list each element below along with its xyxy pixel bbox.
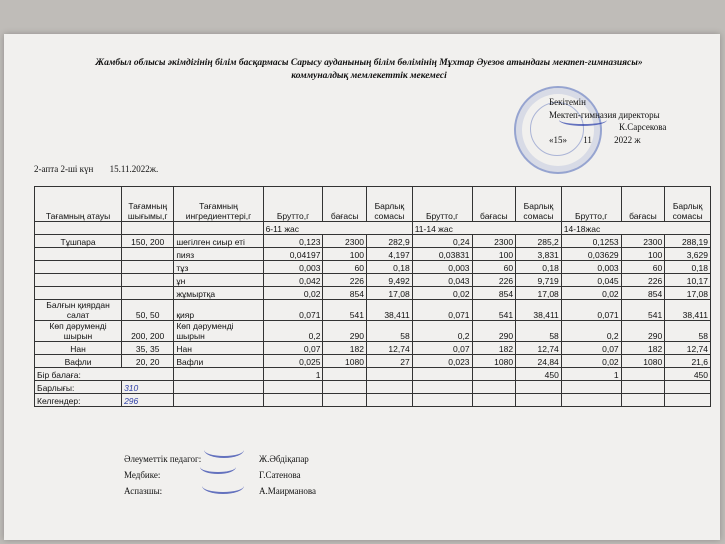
age-group-3: 14-18жас: [561, 222, 710, 235]
value-cell-g3: 0,2: [561, 321, 621, 342]
value-cell-g2: 0,003: [412, 261, 472, 274]
value-cell-p1: 226: [323, 274, 367, 287]
value-cell-p3: 182: [621, 342, 665, 355]
col-total-2: Барлық сомасы: [516, 187, 562, 222]
value-cell-t2: 38,411: [516, 300, 562, 321]
table-row: [35, 355, 711, 368]
value-cell-g3: 0,03629: [561, 248, 621, 261]
header-line-2: коммуналдық мемлекеттік мекемесі: [291, 71, 447, 81]
value-cell-t2: 24,84: [516, 355, 562, 368]
value-cell-p2: 290: [472, 321, 516, 342]
value-cell-p1: 290: [323, 321, 367, 342]
value-cell-p3: 226: [621, 274, 665, 287]
value-cell-p3: 541: [621, 300, 665, 321]
total-value: 310: [122, 381, 174, 394]
col-price-1: бағасы: [323, 187, 367, 222]
value-cell-p1: 541: [323, 300, 367, 321]
sig-name-social: Ж.Әбдіқапар: [259, 454, 309, 464]
dish-cell: Тұшпара: [35, 235, 122, 248]
approval-name: К.Сарсекова: [619, 122, 667, 132]
table-row: [35, 261, 711, 274]
value-cell-t3: 3,629: [665, 248, 711, 261]
sig-name-cook: А.Маирманова: [259, 486, 316, 496]
yield-cell: 20, 20: [122, 355, 174, 368]
dish-cell: [35, 287, 122, 300]
yield-cell: 50, 50: [122, 300, 174, 321]
sig-role-nurse: Медбике:: [124, 470, 161, 480]
sig-role-social: Әлеуметтік педагог:: [124, 454, 202, 464]
value-cell-g1: 0,071: [263, 300, 323, 321]
value-cell-t2: 3,831: [516, 248, 562, 261]
value-cell-g2: 0,2: [412, 321, 472, 342]
value-cell-p2: 2300: [472, 235, 516, 248]
yield-cell: [122, 287, 174, 300]
table-row: [35, 274, 711, 287]
col-yield: Тағамның шығымы,г: [122, 187, 174, 222]
value-cell-t3: 10,17: [665, 274, 711, 287]
approval-role: Мектеп-гимназия директоры: [549, 109, 660, 120]
value-cell-t2: 285,2: [516, 235, 562, 248]
approval-title: Бекітемін: [549, 97, 586, 107]
value-cell-g3: 0,045: [561, 274, 621, 287]
sig-name-nurse: Г.Сатенова: [259, 470, 301, 480]
value-cell-p1: 854: [323, 287, 367, 300]
ingredient-cell: Нан: [174, 342, 263, 355]
value-cell-t2: 58: [516, 321, 562, 342]
ingredient-cell: Вафли: [174, 355, 263, 368]
per-child-count-3: 1: [561, 368, 621, 381]
value-cell-g2: 0,24: [412, 235, 472, 248]
approval-date-year: 2022 ж: [614, 134, 641, 145]
table-row: [35, 342, 711, 355]
ingredient-cell: тұз: [174, 261, 263, 274]
table-row: [35, 248, 711, 261]
nurse-signature-icon: [200, 460, 236, 474]
value-cell-p2: 1080: [472, 355, 516, 368]
menu-document: [4, 34, 720, 540]
value-cell-t2: 0,18: [516, 261, 562, 274]
header-line-1: Жамбыл облысы әкімдігінің білім басқармасы Сарысу ауданының білім бөлімінің Мұхтар Әуезов атындағы мектеп-гимназиясы»: [95, 58, 643, 68]
age-group-2: 11-14 жас: [412, 222, 561, 235]
per-child-total: 450: [516, 368, 562, 381]
col-dish: Тағамның атауы: [35, 187, 122, 222]
table-row: [35, 287, 711, 300]
value-cell-t1: 58: [366, 321, 412, 342]
value-cell-t1: 0,18: [366, 261, 412, 274]
value-cell-p3: 854: [621, 287, 665, 300]
value-cell-t2: 9,719: [516, 274, 562, 287]
value-cell-p1: 1080: [323, 355, 367, 368]
ingredient-cell: қияр: [174, 300, 263, 321]
value-cell-p3: 100: [621, 248, 665, 261]
dish-cell: Нан: [35, 342, 122, 355]
value-cell-t1: 282,9: [366, 235, 412, 248]
ingredient-cell: жұмыртқа: [174, 287, 263, 300]
per-child-label: Бір балаға:: [35, 368, 174, 381]
value-cell-g2: 0,043: [412, 274, 472, 287]
value-cell-t2: 12,74: [516, 342, 562, 355]
ingredient-cell: пияз: [174, 248, 263, 261]
arrived-label: Келгендер:: [35, 394, 122, 407]
menu-table: [34, 186, 711, 407]
value-cell-t3: 38,411: [665, 300, 711, 321]
value-cell-p2: 854: [472, 287, 516, 300]
value-cell-g2: 0,023: [412, 355, 472, 368]
cook-signature-icon: [202, 478, 244, 494]
yield-cell: 200, 200: [122, 321, 174, 342]
col-ingredients: Тағамның ингредиенттері,г: [174, 187, 263, 222]
approval-date-day: «15»: [549, 134, 567, 145]
value-cell-p1: 100: [323, 248, 367, 261]
value-cell-t1: 12,74: [366, 342, 412, 355]
dish-cell: [35, 248, 122, 261]
yield-cell: 150, 200: [122, 235, 174, 248]
value-cell-g3: 0,1253: [561, 235, 621, 248]
sig-role-cook: Аспазшы:: [124, 486, 163, 496]
arrived-value: 296: [122, 394, 174, 407]
value-cell-p2: 541: [472, 300, 516, 321]
col-gross-2: Брутто,г: [412, 187, 472, 222]
value-cell-p1: 60: [323, 261, 367, 274]
dish-cell: [35, 261, 122, 274]
value-cell-g3: 0,071: [561, 300, 621, 321]
yield-cell: [122, 261, 174, 274]
value-cell-t3: 0,18: [665, 261, 711, 274]
value-cell-p2: 100: [472, 248, 516, 261]
value-cell-g1: 0,042: [263, 274, 323, 287]
age-group-1: 6-11 жас: [263, 222, 412, 235]
value-cell-t1: 27: [366, 355, 412, 368]
value-cell-g3: 0,003: [561, 261, 621, 274]
week-day-label: 2-апта 2-ші күн: [34, 164, 94, 174]
value-cell-g1: 0,123: [263, 235, 323, 248]
value-cell-t3: 58: [665, 321, 711, 342]
value-cell-g1: 0,025: [263, 355, 323, 368]
value-cell-g1: 0,02: [263, 287, 323, 300]
value-cell-t3: 17,08: [665, 287, 711, 300]
dish-cell: Балғын қиярдан салат: [35, 300, 122, 321]
value-cell-p1: 182: [323, 342, 367, 355]
approval-date-month: 11: [583, 134, 592, 145]
value-cell-g2: 0,02: [412, 287, 472, 300]
per-child-count: 1: [263, 368, 323, 381]
dish-cell: [35, 274, 122, 287]
table-row: [35, 235, 711, 248]
value-cell-g1: 0,04197: [263, 248, 323, 261]
value-cell-p2: 226: [472, 274, 516, 287]
table-row: [35, 300, 711, 321]
col-price-2: бағасы: [472, 187, 516, 222]
value-cell-p3: 1080: [621, 355, 665, 368]
col-gross-3: Брутто,г: [561, 187, 621, 222]
value-cell-t1: 4,197: [366, 248, 412, 261]
value-cell-t3: 288,19: [665, 235, 711, 248]
table-row: [35, 321, 711, 342]
value-cell-t3: 21,6: [665, 355, 711, 368]
value-cell-t1: 9,492: [366, 274, 412, 287]
ingredient-cell: шегілген сиыр еті: [174, 235, 263, 248]
col-total-1: Барлық сомасы: [366, 187, 412, 222]
per-child-total-3: 450: [665, 368, 711, 381]
ingredient-cell: ұн: [174, 274, 263, 287]
value-cell-g1: 0,07: [263, 342, 323, 355]
value-cell-t1: 38,411: [366, 300, 412, 321]
value-cell-g3: 0,02: [561, 287, 621, 300]
menu-date: 15.11.2022ж.: [109, 164, 159, 174]
value-cell-p3: 2300: [621, 235, 665, 248]
value-cell-p3: 60: [621, 261, 665, 274]
value-cell-t3: 12,74: [665, 342, 711, 355]
dish-cell: Көп дәруменді шырын: [35, 321, 122, 342]
value-cell-p2: 60: [472, 261, 516, 274]
value-cell-p3: 290: [621, 321, 665, 342]
value-cell-g2: 0,071: [412, 300, 472, 321]
value-cell-g2: 0,03831: [412, 248, 472, 261]
total-label: Барлығы:: [35, 381, 122, 394]
day-line: [34, 164, 172, 174]
value-cell-t2: 17,08: [516, 287, 562, 300]
col-gross-1: Брутто,г: [263, 187, 323, 222]
value-cell-g2: 0,07: [412, 342, 472, 355]
value-cell-t1: 17,08: [366, 287, 412, 300]
ingredient-cell: Көп дәруменді шырын: [174, 321, 263, 342]
value-cell-g3: 0,07: [561, 342, 621, 355]
value-cell-g1: 0,2: [263, 321, 323, 342]
yield-cell: 35, 35: [122, 342, 174, 355]
social-signature-icon: [204, 442, 244, 458]
value-cell-g3: 0,02: [561, 355, 621, 368]
value-cell-p1: 2300: [323, 235, 367, 248]
col-price-3: бағасы: [621, 187, 665, 222]
director-signature-icon: [559, 114, 607, 126]
value-cell-p2: 182: [472, 342, 516, 355]
value-cell-g1: 0,003: [263, 261, 323, 274]
yield-cell: [122, 248, 174, 261]
yield-cell: [122, 274, 174, 287]
dish-cell: Вафли: [35, 355, 122, 368]
col-total-3: Барлық сомасы: [665, 187, 711, 222]
